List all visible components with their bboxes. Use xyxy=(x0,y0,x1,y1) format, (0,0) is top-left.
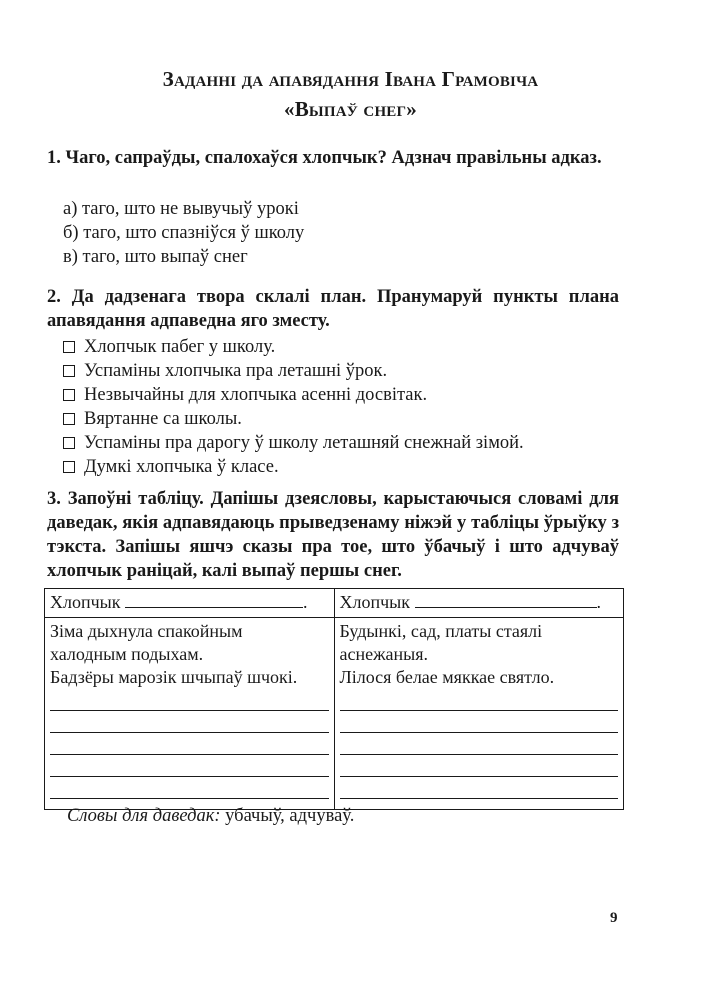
q1-option-c[interactable]: в) таго, што выпаў снег xyxy=(63,247,248,267)
page-number: 9 xyxy=(610,910,618,926)
q2-plan-item xyxy=(63,335,275,359)
q2-plan-item xyxy=(63,383,427,407)
table-header-left: Хлопчык . xyxy=(45,589,335,618)
checkbox-square-icon[interactable] xyxy=(63,365,75,377)
checkbox-square-icon[interactable] xyxy=(63,461,75,473)
table-header-right: Хлопчык . xyxy=(334,589,624,618)
plan-item-label: Успаміны пра дарогу ў школу леташняй снежнай зімой. xyxy=(84,433,524,453)
checkbox-square-icon[interactable] xyxy=(63,437,75,449)
checkbox-square-icon[interactable] xyxy=(63,389,75,401)
reference-values: убачыў, адчуваў. xyxy=(220,806,355,826)
q2-plan-item xyxy=(63,455,279,479)
question-2: 2. Да дадзенага твора склалі план. Пранумаруй пункты плана апавядання адпаведна яго зместу. xyxy=(47,287,619,331)
q2-plan-item xyxy=(63,359,387,383)
answer-line[interactable] xyxy=(50,733,329,755)
cell-line: Зіма дыхнула спакойным xyxy=(50,621,243,641)
answer-line[interactable] xyxy=(50,755,329,777)
header-label: Хлопчык xyxy=(50,592,121,612)
verb-blank[interactable] xyxy=(125,591,303,608)
table-cell-right xyxy=(334,618,624,810)
checkbox-square-icon[interactable] xyxy=(63,413,75,425)
plan-item-label: Успаміны хлопчыка пра леташні ўрок. xyxy=(84,361,388,381)
plan-item-label: Вяртанне са школы. xyxy=(84,409,242,429)
q1-option-b[interactable]: б) таго, што спазніўся ў школу xyxy=(63,223,305,243)
title-author: Івана Грамовіча xyxy=(384,67,539,91)
answer-line[interactable] xyxy=(340,733,619,755)
page-title-line-1 xyxy=(0,64,701,94)
page-title-line-2 xyxy=(0,94,701,124)
checkbox-square-icon[interactable] xyxy=(63,341,75,353)
verb-blank[interactable] xyxy=(415,591,597,608)
plan-item-label: Незвычайны для хлопчыка асенні досвітак. xyxy=(84,385,428,405)
cell-line: халодным подыхам. xyxy=(50,644,204,664)
cell-line: Лілося белае мяккае святло. xyxy=(339,667,555,687)
q2-plan-item xyxy=(63,431,524,455)
cell-line: аснежаныя. xyxy=(339,644,429,664)
answer-line[interactable] xyxy=(50,777,329,799)
table-cell-left xyxy=(45,618,335,810)
answer-line[interactable] xyxy=(340,777,619,799)
fill-in-table xyxy=(44,588,624,810)
title-story: «Выпаў снег» xyxy=(284,97,417,121)
title-prefix: Заданні да апавядання xyxy=(162,67,385,91)
cell-line: Бадзёры марозік шчыпаў шчокі. xyxy=(50,667,298,687)
plan-item-label: Хлопчык пабег у школу. xyxy=(84,337,276,357)
answer-line[interactable] xyxy=(340,755,619,777)
answer-line[interactable] xyxy=(340,711,619,733)
answer-line[interactable] xyxy=(340,689,619,711)
reference-label: Словы для даведак: xyxy=(67,806,221,826)
question-1: 1. Чаго, сапраўды, спалохаўся хлопчык? Адзнач правільны адказ. xyxy=(47,148,602,168)
cell-line: Будынкі, сад, платы стаялі xyxy=(339,621,543,641)
plan-item-label: Думкі хлопчыка ў класе. xyxy=(84,457,279,477)
header-label: Хлопчык xyxy=(339,592,411,612)
answer-line[interactable] xyxy=(50,689,329,711)
q2-plan-item xyxy=(63,407,242,431)
reference-words xyxy=(67,804,354,828)
q1-option-a[interactable]: а) таго, што не вывучыў урокі xyxy=(63,199,299,219)
answer-line[interactable] xyxy=(50,711,329,733)
question-3: 3. Запоўні табліцу. Дапішы дзеясловы, карыстаючыся словамі для даведак, якія адпавядаюць прыведзенаму ніжэй у табліцы ўрыўку з тэкста. Запішы яшчэ сказы пра тое, што ўбачыў і што адчуваў хлопчык раніцай, калі выпаў першы снег. xyxy=(47,489,619,581)
